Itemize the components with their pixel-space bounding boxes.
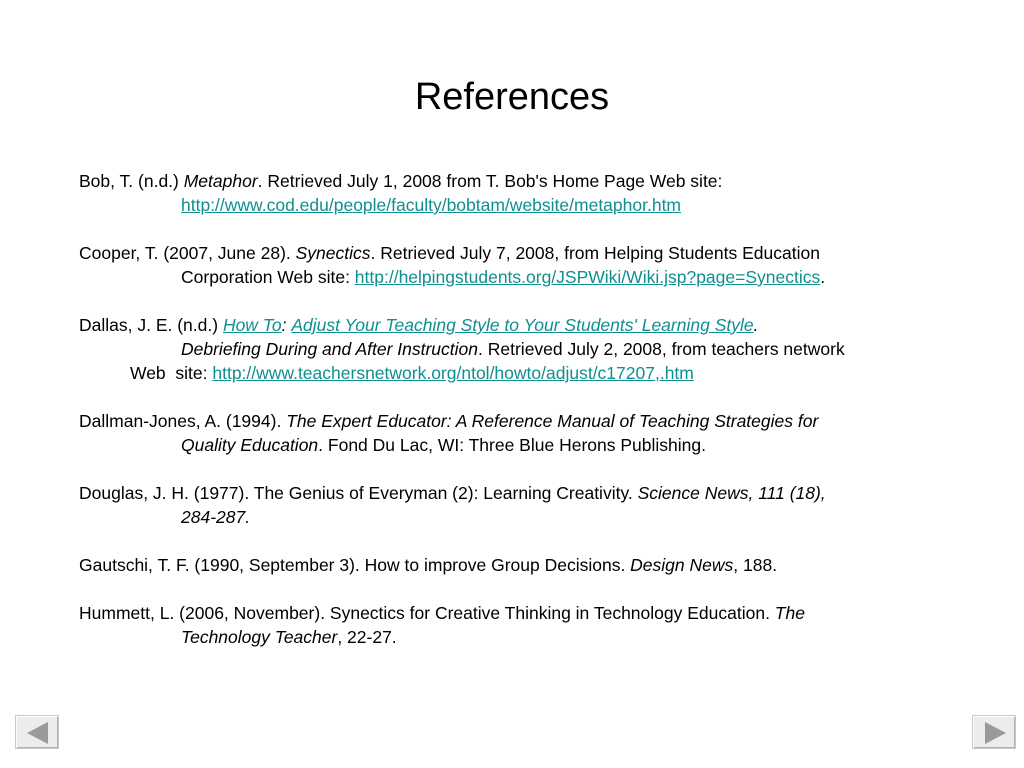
reference-journal: Technology Teacher xyxy=(181,627,338,647)
reference-text: . Retrieved July 7, 2008, from Helping Students Education xyxy=(370,243,820,263)
reference-journal: Design News xyxy=(630,555,734,575)
reference-text: , 22-27. xyxy=(337,627,397,647)
reference-text: . Retrieved July 2, 2008, from teachers network xyxy=(478,339,845,359)
reference-text: Cooper, T. (2007, June 28). xyxy=(79,243,296,263)
slide-title: References xyxy=(414,76,610,118)
reference-text: Gautschi, T. F. (1990, September 3). How to improve Group Decisions. xyxy=(79,555,631,575)
reference-text: Douglas, J. H. (1977). The Genius of Everyman (2): Learning Creativity. xyxy=(79,483,638,503)
reference-item xyxy=(79,553,959,577)
reference-text: Corporation Web site: xyxy=(181,267,355,287)
reference-list xyxy=(79,169,959,673)
reference-item xyxy=(79,241,959,289)
learning-style-link[interactable]: Adjust Your Teaching Style to Your Students' Learning Style xyxy=(291,315,754,335)
reference-text: . xyxy=(753,315,759,335)
reference-journal: The xyxy=(774,603,805,623)
reference-item xyxy=(79,313,959,385)
next-slide-button[interactable] xyxy=(972,715,1016,749)
reference-text: Hummett, L. (2006, November). Synectics for Creative Thinking in Technology Education. xyxy=(79,603,775,623)
reference-title: Quality Education xyxy=(181,435,319,455)
reference-text: Dallas, J. E. (n.d.) xyxy=(79,315,223,335)
reference-text: . xyxy=(820,267,826,287)
reference-text: Bob, T. (n.d.) xyxy=(79,171,184,191)
reference-item xyxy=(79,169,959,217)
reference-title: The Expert Educator: A Reference Manual of Teaching Strategies for xyxy=(286,411,819,431)
reference-text: . Retrieved July 1, 2008 from T. Bob's Home Page Web site: xyxy=(257,171,723,191)
arrow-right-icon xyxy=(973,716,1017,750)
reference-title: Synectics xyxy=(295,243,371,263)
reference-text: , 188. xyxy=(733,555,778,575)
reference-item xyxy=(79,481,959,529)
reference-subtitle: Debriefing During and After Instruction xyxy=(181,339,479,359)
reference-url-link[interactable]: http://www.cod.edu/people/faculty/bobtam/website/metaphor.htm xyxy=(181,195,682,215)
reference-text: Dallman-Jones, A. (1994). xyxy=(79,411,287,431)
reference-text: Web site: xyxy=(130,363,213,383)
reference-title: Metaphor xyxy=(183,171,258,191)
reference-text: : xyxy=(281,315,287,335)
reference-item xyxy=(79,601,959,649)
reference-pages: 284-287. xyxy=(181,507,251,527)
reference-url-link[interactable]: http://helpingstudents.org/JSPWiki/Wiki.jsp?page=Synectics xyxy=(354,267,821,287)
reference-journal: Science News, 111 (18), xyxy=(637,483,826,503)
reference-url-link[interactable]: http://www.teachersnetwork.org/ntol/howto/adjust/c17207,.htm xyxy=(212,363,694,383)
reference-text: . Fond Du Lac, WI: Three Blue Herons Publishing. xyxy=(318,435,706,455)
how-to-link[interactable]: How To xyxy=(222,315,282,335)
previous-slide-button[interactable] xyxy=(15,715,59,749)
arrow-left-icon xyxy=(16,716,60,750)
reference-item xyxy=(79,409,959,457)
